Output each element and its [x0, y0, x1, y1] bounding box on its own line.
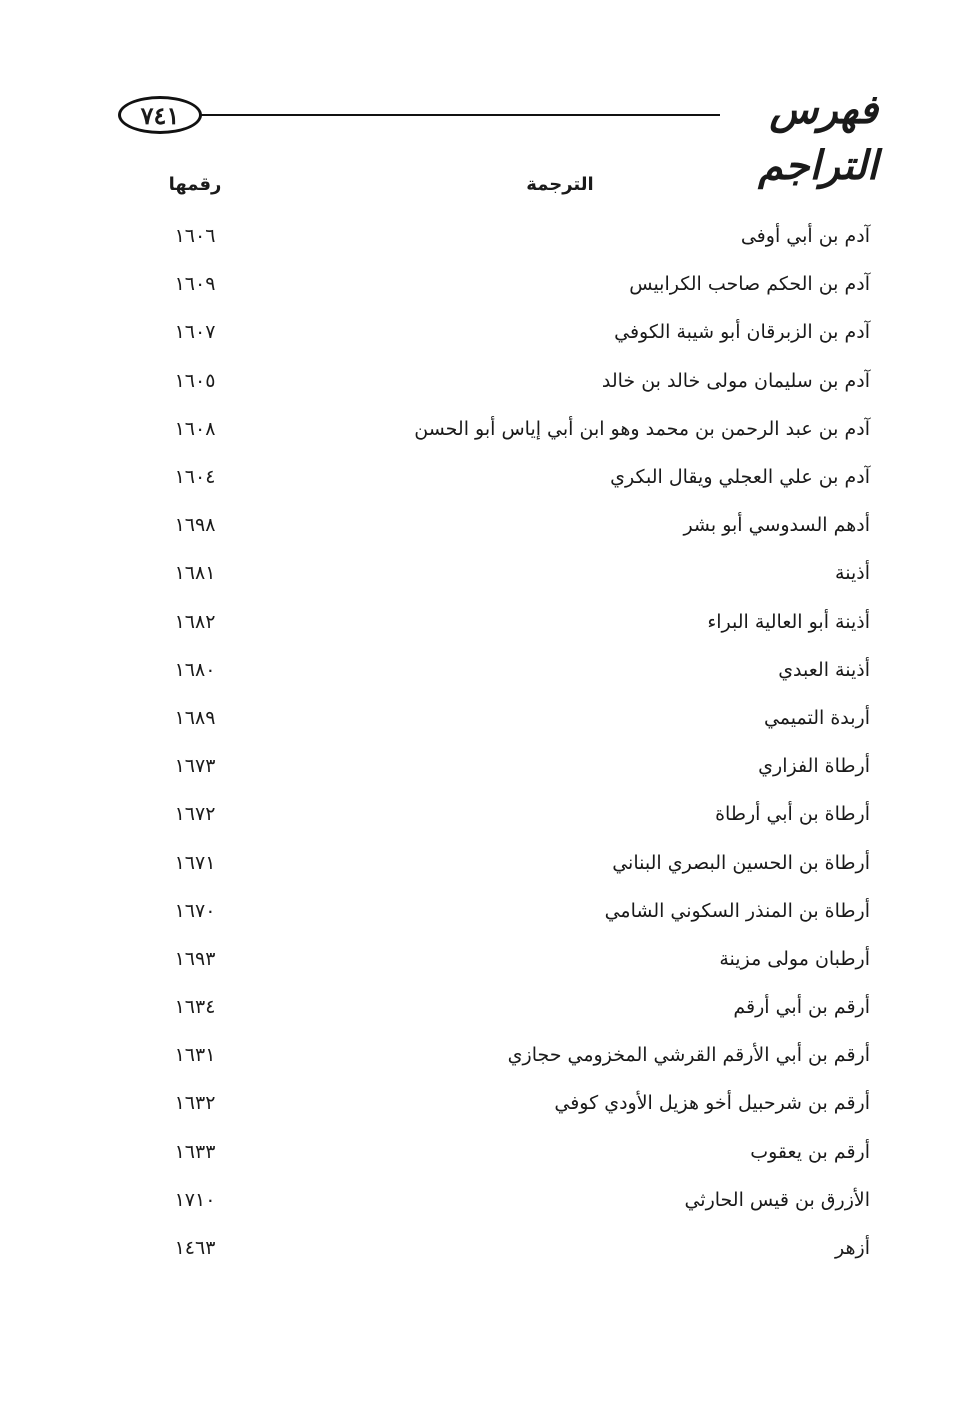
entry-name: آدم بن عبد الرحمن بن محمد وهو ابن أبي إياس أبو الحسن — [414, 417, 870, 440]
index-entry — [150, 1031, 870, 1079]
index-entry — [150, 453, 870, 501]
entry-number: ١٦٧٣ — [174, 755, 216, 778]
index-entry — [150, 742, 870, 790]
page-title: فهرس التراجم — [758, 86, 878, 189]
entry-number: ١٦٣١ — [174, 1044, 216, 1067]
entry-name: أذينة أبو العالية البراء — [707, 610, 870, 633]
entry-number: ١٦٠٥ — [174, 369, 216, 392]
index-entry — [150, 549, 870, 597]
entry-number: ١٦٣٢ — [174, 1092, 216, 1115]
index-entry — [150, 935, 870, 983]
index-entry — [150, 308, 870, 356]
entry-name: أربدة التميمي — [763, 706, 870, 729]
entry-name: أرطبان مولى مزينة — [719, 947, 870, 970]
entry-number: ١٦٧٠ — [174, 899, 216, 922]
entry-number: ١٦٠٨ — [174, 417, 216, 440]
header-rule — [200, 114, 720, 116]
index-entry — [150, 838, 870, 886]
entry-number: ١٦٣٣ — [174, 1140, 216, 1163]
entry-name: أرقم بن يعقوب — [750, 1140, 870, 1163]
entry-name: آدم بن أبي أوفى — [740, 225, 870, 248]
entry-name: الأزرق بن قيس الحارثي — [684, 1188, 870, 1211]
index-entry — [150, 501, 870, 549]
entry-number: ١٦٨٠ — [174, 658, 216, 681]
entry-number: ١٦٨٢ — [174, 610, 216, 633]
entry-number: ١٦٠٦ — [174, 225, 216, 248]
entry-name: أرطاة بن الحسين البصري البناني — [612, 851, 870, 874]
index-entry — [150, 790, 870, 838]
entry-name: أذينة — [835, 562, 870, 585]
column-header-name: الترجمة — [526, 174, 594, 195]
index-entry — [150, 1079, 870, 1127]
page-number: ٧٤١ — [118, 96, 202, 134]
entry-name: آدم بن الحكم صاحب الكرابيس — [629, 273, 870, 296]
index-entry — [150, 357, 870, 405]
index-entry — [150, 260, 870, 308]
entry-number: ١٦٧٢ — [174, 803, 216, 826]
entry-number: ١٦٨٩ — [174, 706, 216, 729]
entry-number: ١٦٩٣ — [174, 947, 216, 970]
entry-name: أرطاة الفزاري — [758, 755, 870, 778]
entry-number: ١٧١٠ — [174, 1188, 216, 1211]
entry-number: ١٦٠٤ — [174, 466, 216, 489]
index-entry — [150, 646, 870, 694]
index-list — [150, 212, 870, 1272]
entry-name: أرقم بن شرحبيل أخو هزيل الأودي كوفي — [554, 1092, 870, 1115]
index-entry — [150, 887, 870, 935]
index-entry — [150, 1176, 870, 1224]
entry-name: أذينة العبدي — [778, 658, 870, 681]
entry-name: أرطاة بن المنذر السكوني الشامي — [604, 899, 870, 922]
entry-number: ١٦٧١ — [174, 851, 216, 874]
entry-name: أرقم بن أبي الأرقم القرشي المخزومي حجازي — [507, 1044, 870, 1067]
entry-name: أرقم بن أبي أرقم — [733, 996, 870, 1019]
index-entry — [150, 598, 870, 646]
entry-number: ١٤٦٣ — [174, 1237, 216, 1260]
entry-name: آدم بن علي العجلي ويقال البكري — [610, 466, 870, 489]
entry-name: أرطاة بن أبي أرطاة — [715, 803, 870, 826]
entry-number: ١٦٠٧ — [174, 321, 216, 344]
entry-name: أدهم السدوسي أبو بشر — [683, 514, 870, 537]
index-entry — [150, 1224, 870, 1272]
index-entry — [150, 694, 870, 742]
index-entry — [150, 212, 870, 260]
entry-name: آدم بن سليمان مولى خالد بن خالد — [601, 369, 870, 392]
column-header-number: رقمها — [168, 174, 222, 195]
index-entry — [150, 1128, 870, 1176]
entry-number: ١٦٣٤ — [174, 996, 216, 1019]
entry-name: أزهر — [835, 1237, 870, 1260]
index-entry — [150, 405, 870, 453]
entry-name: آدم بن الزبرقان أبو شيبة الكوفي — [614, 321, 870, 344]
index-entry — [150, 983, 870, 1031]
entry-number: ١٦٨١ — [174, 562, 216, 585]
entry-number: ١٦٩٨ — [174, 514, 216, 537]
entry-number: ١٦٠٩ — [174, 273, 216, 296]
